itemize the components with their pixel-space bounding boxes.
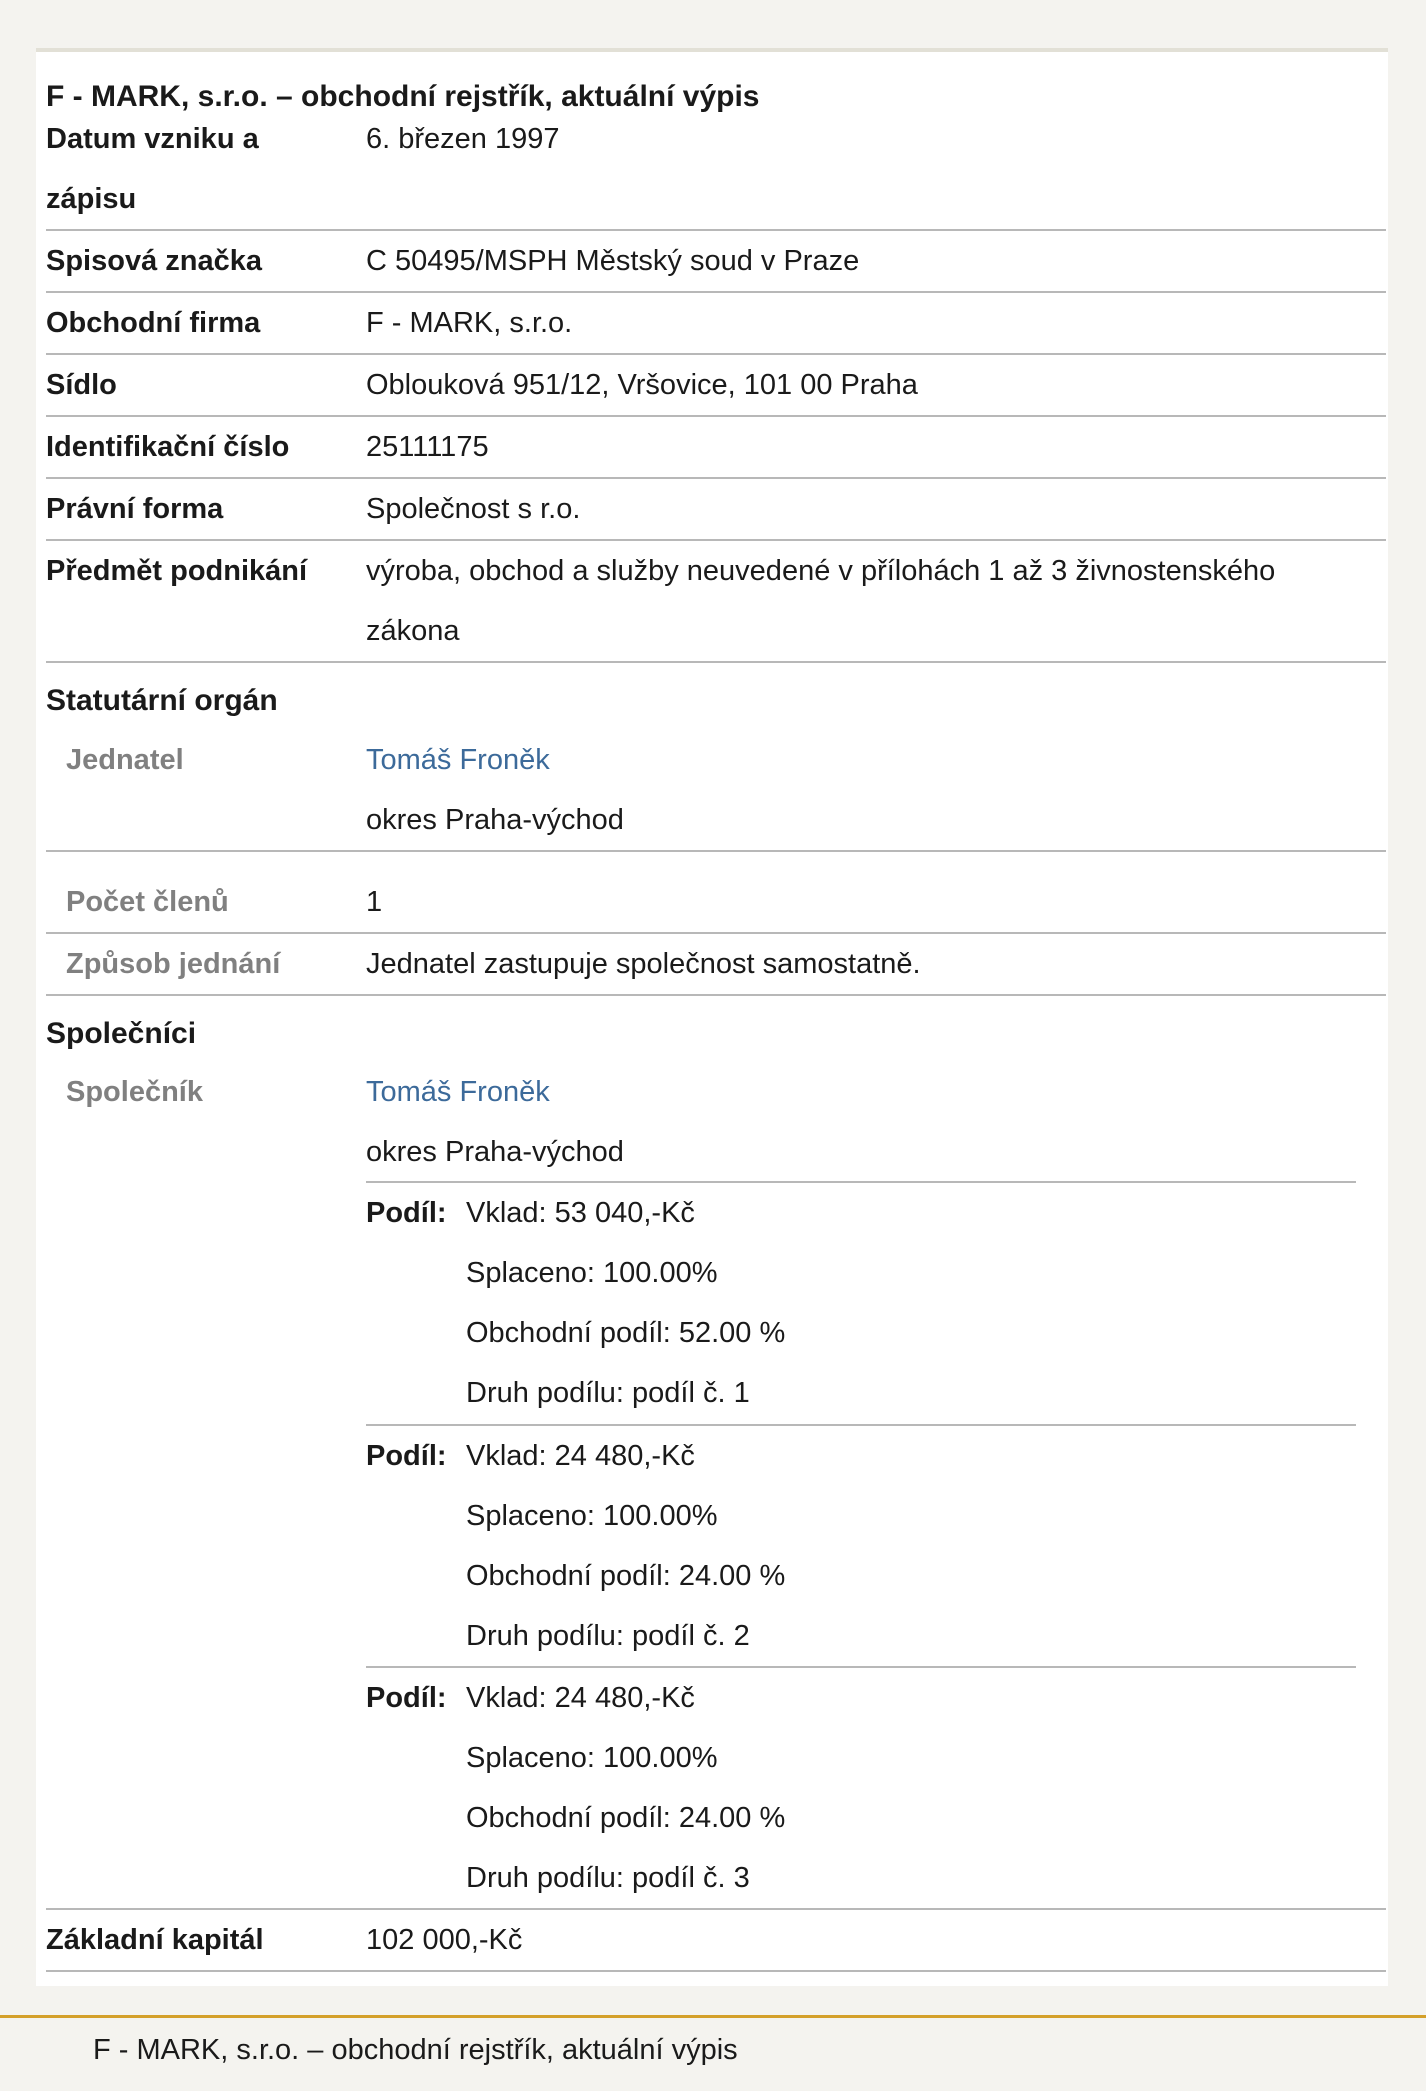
podil-vklad: Vklad: 53 040,-Kč xyxy=(466,1197,695,1229)
podil-druh: Druh podílu: podíl č. 3 xyxy=(466,1862,750,1894)
divider xyxy=(46,661,1386,663)
footer-title: F - MARK, s.r.o. – obchodní rejstřík, aktuální výpis xyxy=(93,2034,738,2066)
label-pocet-clenu: Počet členů xyxy=(66,886,229,918)
divider xyxy=(46,850,1386,852)
value-pocet-clenu: 1 xyxy=(366,886,383,918)
label-jednatel: Jednatel xyxy=(66,744,184,776)
label-spisova-znacka: Spisová značka xyxy=(46,245,262,277)
value-predmet-line1: výroba, obchod a služby neuvedené v přílohách 1 až 3 živnostenského xyxy=(366,555,1276,587)
label-datum-line1: Datum vzniku a xyxy=(46,123,259,155)
value-datum: 6. březen 1997 xyxy=(366,123,560,155)
label-spolecnik: Společník xyxy=(66,1076,203,1108)
podil-vklad: Vklad: 24 480,-Kč xyxy=(466,1440,695,1472)
label-sidlo: Sídlo xyxy=(46,369,117,401)
label-obchodni-firma: Obchodní firma xyxy=(46,307,261,339)
label-predmet-podnikani: Předmět podnikání xyxy=(46,555,308,587)
value-spolecnik-okres: okres Praha-východ xyxy=(366,1136,624,1168)
podil-splaceno: Splaceno: 100.00% xyxy=(466,1500,718,1532)
value-obchodni-firma: F - MARK, s.r.o. xyxy=(366,307,573,339)
divider xyxy=(46,994,1386,996)
podil-splaceno: Splaceno: 100.00% xyxy=(466,1257,718,1289)
link-jednatel-name[interactable]: Tomáš Froněk xyxy=(366,744,550,776)
label-pravni-forma: Právní forma xyxy=(46,493,224,525)
podil-druh: Druh podílu: podíl č. 1 xyxy=(466,1377,750,1409)
value-zpusob-jednani: Jednatel zastupuje společnost samostatně. xyxy=(366,948,921,980)
podil-obchodni: Obchodní podíl: 24.00 % xyxy=(466,1802,786,1834)
label-zpusob-jednani: Způsob jednání xyxy=(66,948,281,980)
value-sidlo: Oblouková 951/12, Vršovice, 101 00 Praha xyxy=(366,369,918,401)
value-pravni-forma: Společnost s r.o. xyxy=(366,493,581,525)
value-zakladni-kapital: 102 000,-Kč xyxy=(366,1924,523,1956)
podil-label: Podíl: xyxy=(366,1197,447,1229)
value-spisova-znacka: C 50495/MSPH Městský soud v Praze xyxy=(366,245,860,277)
label-ico: Identifikační číslo xyxy=(46,431,290,463)
podil-obchodni: Obchodní podíl: 52.00 % xyxy=(466,1317,786,1349)
label-zakladni-kapital: Základní kapitál xyxy=(46,1924,264,1956)
podil-obchodni: Obchodní podíl: 24.00 % xyxy=(466,1560,786,1592)
value-jednatel-okres: okres Praha-východ xyxy=(366,804,624,836)
section-spolecnici: Společníci xyxy=(46,1017,197,1050)
podil-label: Podíl: xyxy=(366,1440,447,1472)
value-ico: 25111175 xyxy=(366,431,489,463)
page-title: F - MARK, s.r.o. – obchodní rejstřík, aktuální výpis xyxy=(46,80,760,113)
divider xyxy=(46,1970,1386,1972)
label-datum-line2: zápisu xyxy=(46,183,137,215)
podil-druh: Druh podílu: podíl č. 2 xyxy=(466,1620,750,1652)
link-spolecnik-name[interactable]: Tomáš Froněk xyxy=(366,1076,550,1108)
podil-splaceno: Splaceno: 100.00% xyxy=(466,1742,718,1774)
podil-vklad: Vklad: 24 480,-Kč xyxy=(466,1682,695,1714)
podil-label: Podíl: xyxy=(366,1682,447,1714)
section-statutarni-organ: Statutární orgán xyxy=(46,684,278,717)
value-predmet-line2: zákona xyxy=(366,615,460,647)
